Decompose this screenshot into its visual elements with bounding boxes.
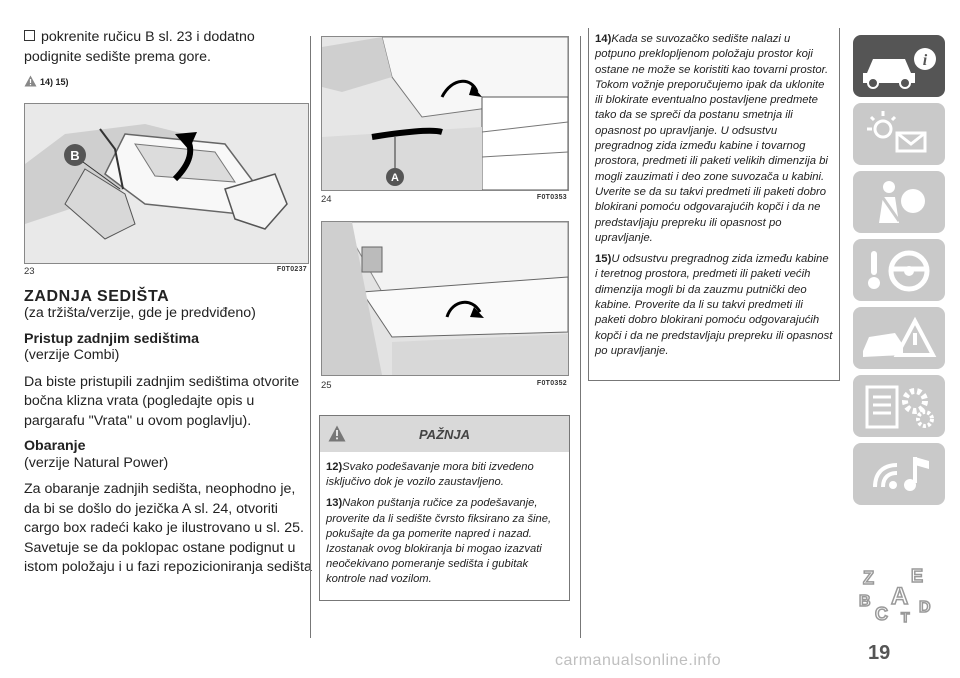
tab-emergency[interactable] — [853, 307, 945, 369]
access-paragraph: Da biste pristupili zadnjim sedištima otvorite bočna klizna vrata (pogledajte opis u pargarafu "Vrata" u ovom poglavlju). — [24, 373, 300, 429]
warning-notes — [320, 452, 569, 588]
svg-text:C: C — [875, 604, 888, 624]
warning-refs: 14) 15) — [24, 75, 314, 91]
fold-subtitle: (verzije Natural Power) — [24, 454, 169, 471]
tab-warning-lights[interactable] — [853, 103, 945, 165]
warning-header — [320, 416, 569, 452]
left-body — [24, 304, 314, 578]
heading-subtitle: (za tržišta/verzije, gde je predviđeno) — [24, 305, 256, 321]
svg-text:E: E — [911, 566, 924, 586]
index-icon — [853, 562, 945, 624]
checkbox-bullet-icon — [24, 30, 35, 41]
multimedia-icon — [853, 443, 945, 505]
car-info-icon — [853, 35, 945, 97]
car-crash-icon — [853, 307, 945, 369]
access-title: Pristup zadnjim sedištima — [24, 330, 200, 347]
warning-notes-continued — [589, 28, 839, 359]
tab-index[interactable] — [853, 562, 945, 624]
tab-starting-driving[interactable] — [853, 239, 945, 301]
tab-safety[interactable] — [853, 171, 945, 233]
svg-text:Z: Z — [863, 568, 874, 588]
warning-box — [319, 415, 570, 601]
note-14: 14)Kada se suvozačko sedište nalazi u potpuno preklopljenom položaju prostor koji ostane ne može se koristiti kao tovarni prostor. Tokom vožnje preporučujemo ipak da uklonite ili blokirate eventualno postavljene predmete tako da se spreči da postanu smetnja ili opasnost po upravljanje. U odsustvu pregradnog zida između kabine i tovarnog prostora, predmeti ili paketi velikih dimenzija bi mogli zauzimati i deo zone suvozača u kabini. Uverite se da su takvi predmeti ili paketi dobro blokirani pomoću odgovarajućih kopči i da ne predstavljaju prepreku ili opasnost po upravljanje. — [595, 33, 829, 244]
figure-23-image — [24, 103, 309, 264]
callout-a-label: A — [391, 172, 399, 184]
callout-b-label: B — [70, 148, 80, 163]
tab-multimedia[interactable] — [853, 443, 945, 505]
seatbelt-airbag-icon — [853, 171, 945, 233]
left-column — [24, 28, 314, 91]
tab-maintenance[interactable] — [853, 375, 945, 437]
figure-23-caption: 23 F0T0237 — [24, 266, 307, 277]
maintenance-icon — [853, 375, 945, 437]
page-number: 19 — [868, 642, 891, 664]
watermark: carmanualsonline.info — [555, 652, 722, 669]
svg-text:A: A — [891, 583, 909, 610]
svg-text:i: i — [922, 52, 928, 69]
svg-text:D: D — [919, 599, 931, 616]
column-divider-1 — [310, 36, 311, 638]
figure-24-caption: 24 F0T0353 — [321, 194, 567, 205]
note-13: 13)Nakon puštanja ručice za podešavanje, proverite da li sedište čvrsto fiksirano za šine, pokušajte da ga pomerite napred i nazad. Izostanak ovog blokiranja bi mogao izazvati neočekivano pomeranje sedišta i gubitak kontrole nad vozilom. — [326, 497, 552, 586]
warning-triangle-icon — [24, 75, 37, 87]
access-subtitle: (verzije Combi) — [24, 347, 120, 363]
svg-text:T: T — [901, 609, 910, 624]
fold-title: Obaranje — [24, 438, 86, 454]
figure-25-image — [321, 221, 569, 376]
warning-lights-icon — [853, 103, 945, 165]
column-divider-2 — [580, 36, 581, 638]
steering-wheel-icon — [853, 239, 945, 301]
warning-title: PAŽNJA — [418, 427, 471, 442]
section-heading: ZADNJA SEDIŠTA — [24, 288, 170, 305]
warning-continuation-box — [588, 28, 840, 381]
figure-24-image — [321, 36, 569, 191]
tab-car-info[interactable] — [853, 35, 945, 97]
figure-25-caption: 25 F0T0352 — [321, 380, 567, 391]
svg-text:B: B — [859, 593, 871, 610]
fold-paragraph: Za obaranje zadnjih sedišta, neophodno je, da bi se došlo do jezička A sl. 24, otvoriti cargo box radeći kako je ilustrovano u sl. 25. Savetuje se da poklopac ostane podignut u istom položaju i u fazi repozicioniranja sedišta — [24, 481, 312, 575]
bullet-paragraph: pokrenite ručicu B sl. 23 i dodatno podignite sedište prema gore. — [24, 29, 255, 65]
note-15: 15)U odsustvu pregradnog zida između kabine i teretnog prostora, predmeti ili paketi većih dimenzija mogli bi da zauzmu putnički deo kabine. Proverite da li su takvi predmeti ili paketi dobro blokirani pomoću odgovarajućih kopči i da ne predstavljaju prepreku ili opasnost po upravljanje. — [595, 253, 833, 357]
note-12: 12)Svako podešavanje mora biti izvedeno isključivo dok je vozilo zaustavljeno. — [326, 461, 534, 489]
